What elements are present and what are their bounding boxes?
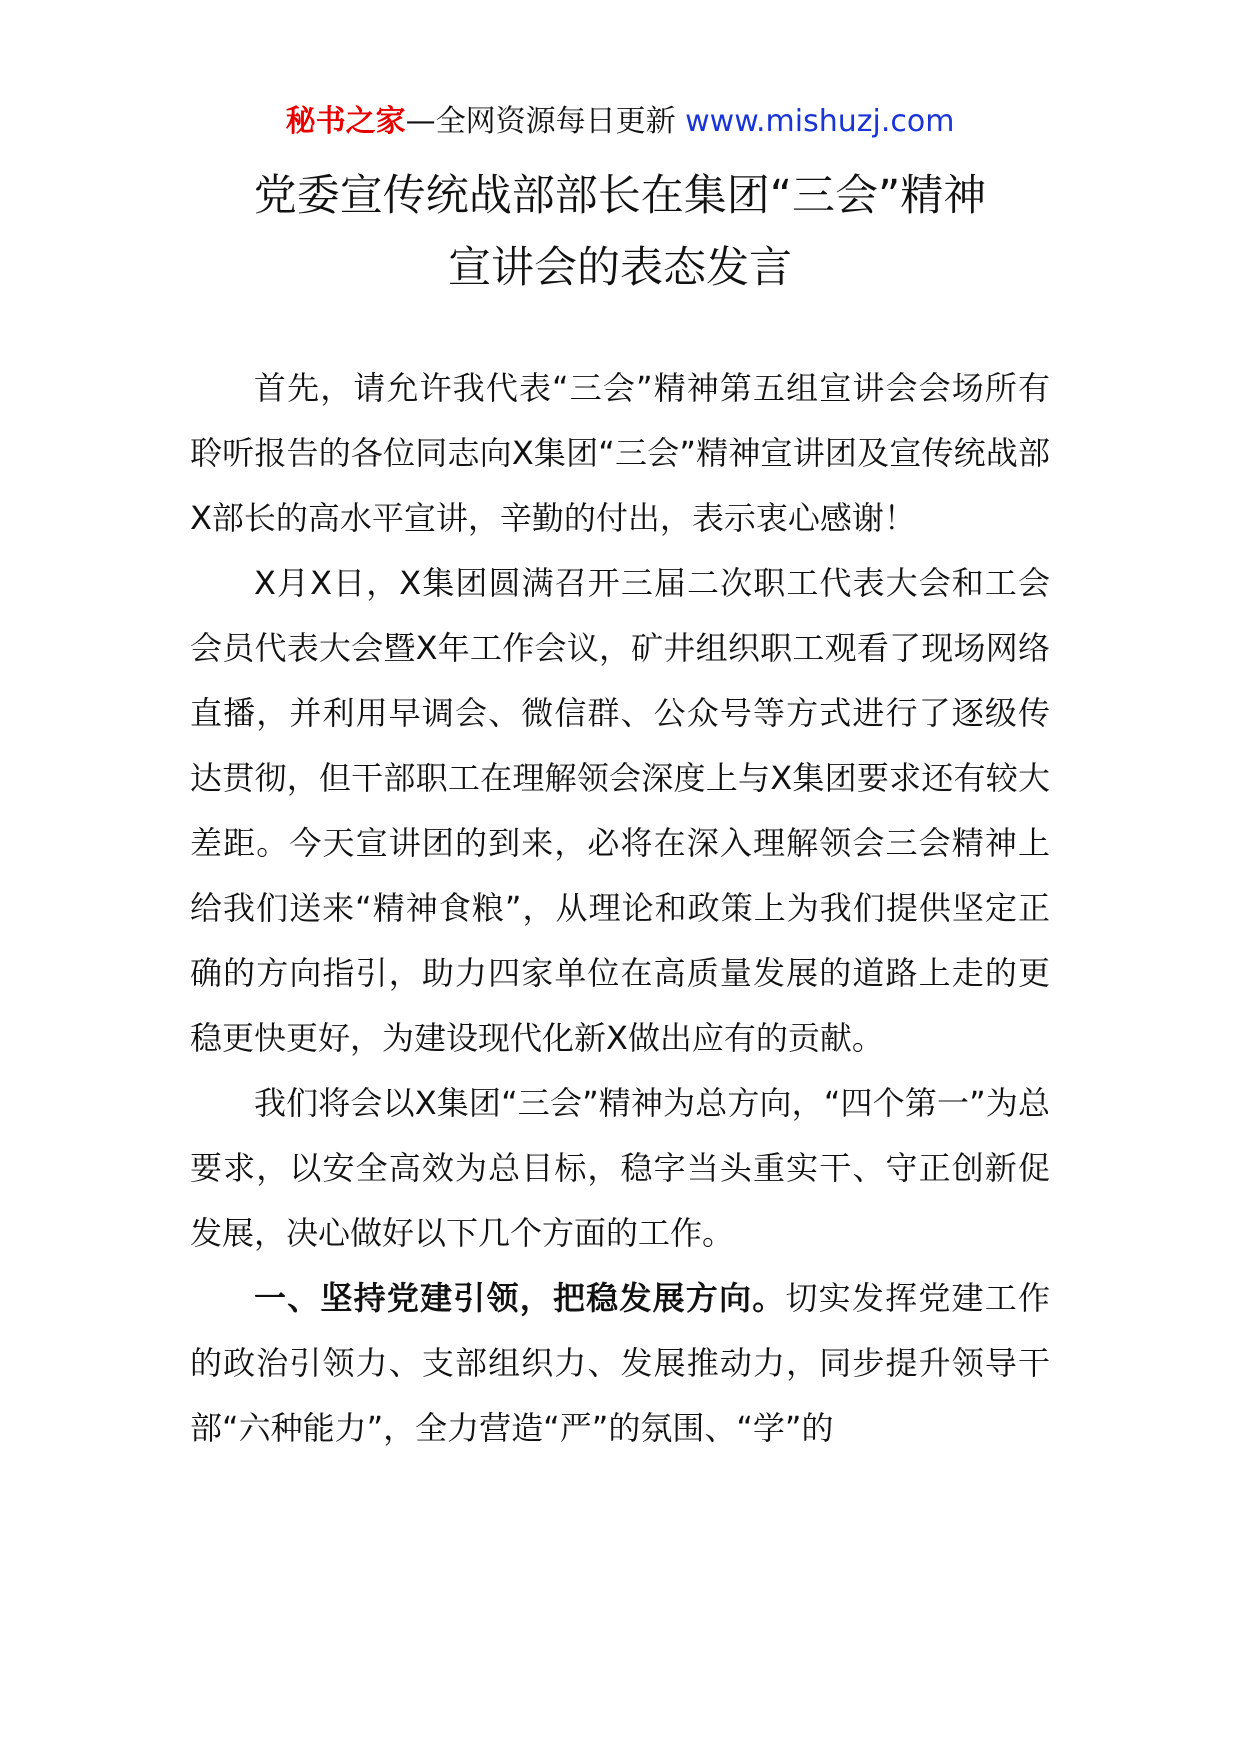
section-heading-1: 一、坚持党建引领，把稳发展方向。 [254,1279,786,1317]
site-header [0,100,1240,144]
title-line-2: 宣讲会的表态发言 [448,243,792,293]
paragraph-1: 首先，请允许我代表“三会”精神第五组宣讲会会场所有聆听报告的各位同志向X集团“三会”精神宣讲团及宣传统战部X部长的高水平宣讲，辛勤的付出，表示衷心感谢！ [190,369,1050,537]
document-title [150,160,1090,304]
paragraph-4-text: 切实发挥党建工作的政治引领力、支部组织力、发展推动力，同步提升领导干部“六种能力”，全力营造“严”的氛围、“学”的 [190,1279,1050,1447]
brand-name: 秘书之家 [285,104,406,139]
title-line-1: 党委宣传统战部部长在集团“三会”精神 [253,171,987,221]
paragraph-3: 我们将会以X集团“三会”精神为总方向，“四个第一”为总要求，以安全高效为总目标，稳字当头重实干、守正创新促发展，决心做好以下几个方面的工作。 [190,1084,1050,1252]
paragraph-2: X月X日，X集团圆满召开三届二次职工代表大会和工会会员代表大会暨X年工作会议，矿井组织职工观看了现场网络直播，并利用早调会、微信群、公众号等方式进行了逐级传达贯彻，但干部职工在理解领会深度上与X集团要求还有较大差距。今天宣讲团的到来，必将在深入理解领会三会精神上给我们送来“精神食粮”，从理论和政策上为我们提供坚定正确的方向指引，助力四家单位在高质量发展的道路上走的更稳更快更好，为建设现代化新X做出应有的贡献。 [190,564,1050,1057]
header-slogan: —全网资源每日更新 [405,104,676,139]
paragraph-4 [190,1266,1050,1461]
document-body [190,356,1050,1461]
site-url-link[interactable]: www.mishuzj.com [685,104,955,139]
